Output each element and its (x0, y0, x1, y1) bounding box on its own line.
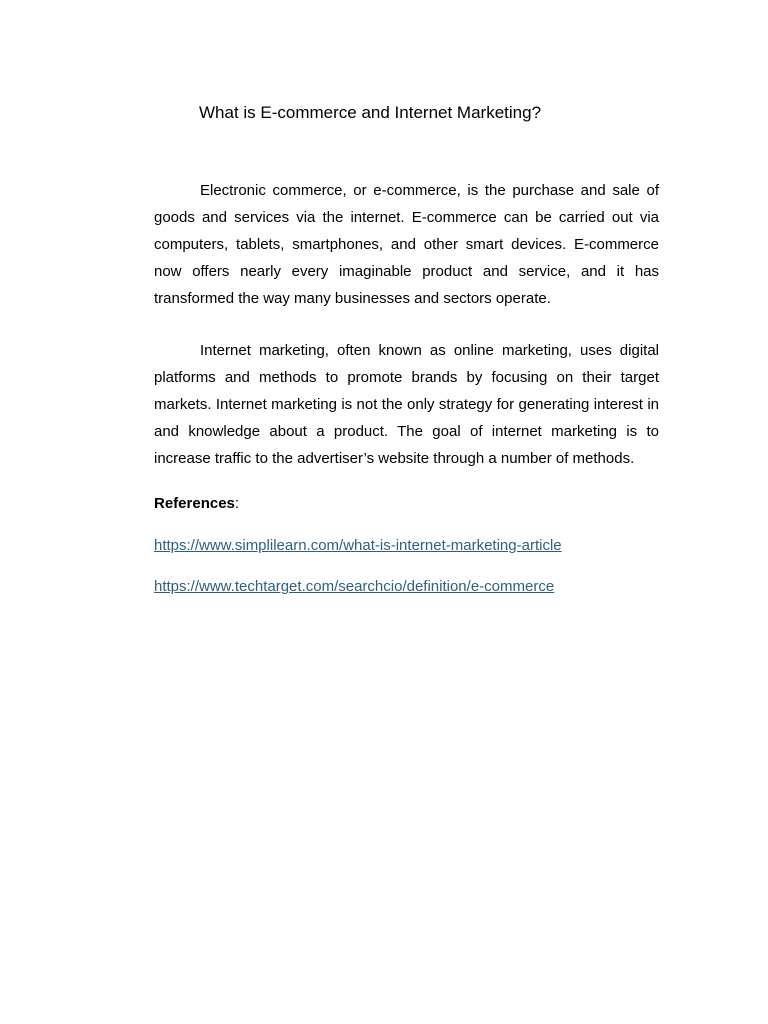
document-title: What is E-commerce and Internet Marketing? (199, 103, 542, 122)
paragraph-internet-marketing: Internet marketing, often known as online marketing, uses digital platforms and methods to promote brands by focusing on their target markets. Internet marketing is not the only strategy for generating interest in and knowledge about a product. The goal of internet marketing is to increase traffic to the advertiser’s website through a number of methods. (154, 342, 659, 467)
references-heading-colon: : (234, 495, 240, 512)
reference-link-techtarget[interactable]: https://www.techtarget.com/searchcio/definition/e-commerce (154, 578, 555, 595)
references-heading (154, 494, 239, 514)
reference-link-simplilearn[interactable]: https://www.simplilearn.com/what-is-internet-marketing-article (154, 537, 562, 554)
references-heading-label: References (154, 495, 235, 512)
paragraph-ecommerce: Electronic commerce, or e-commerce, is the purchase and sale of goods and services via the internet. E-commerce can be carried out via computers, tablets, smartphones, and other smart devices. E-commerce now offers nearly every imaginable product and service, and it has transformed the way many businesses and sectors operate. (154, 182, 659, 307)
